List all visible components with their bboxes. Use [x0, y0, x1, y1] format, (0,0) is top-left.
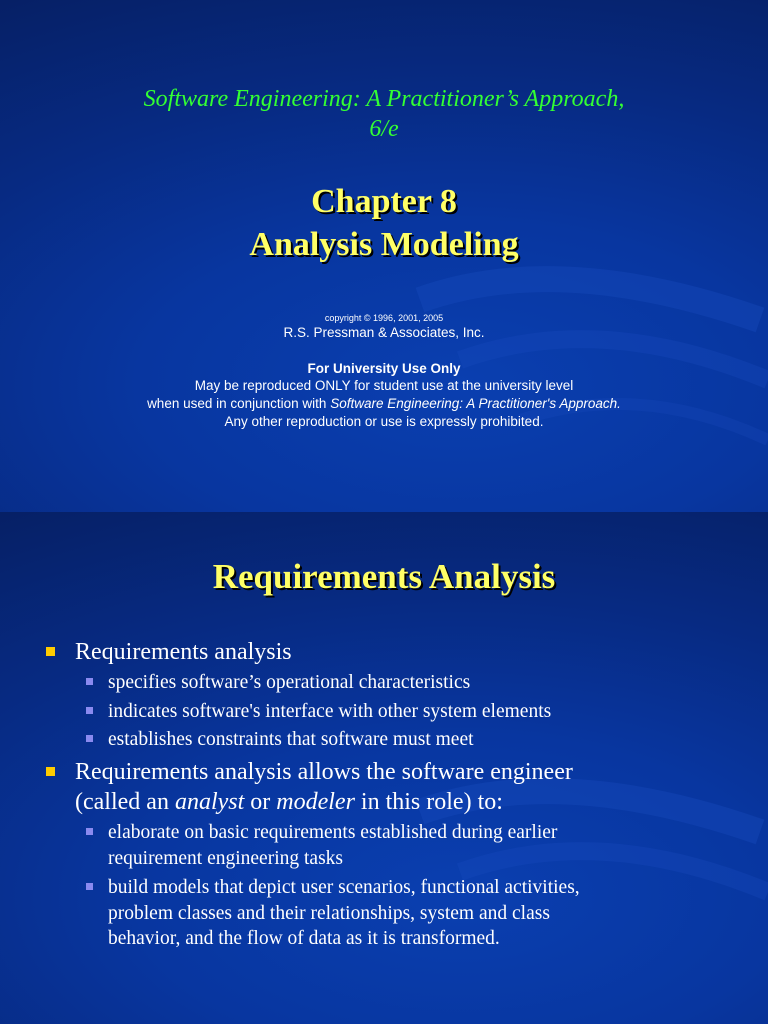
bullet-2-line-1: Requirements analysis allows the software engineer	[75, 759, 573, 785]
bullet-2-text-b: or	[244, 789, 277, 815]
sub-bullet-square-icon	[86, 735, 93, 742]
bullet-2-sub-1-line-1: elaborate on basic requirements established during earlier	[108, 822, 558, 843]
bullet-1: Requirements analysis	[75, 639, 292, 665]
sub-bullet-square-icon	[86, 678, 93, 685]
bullet-1-sub-3: establishes constraints that software must meet	[108, 729, 474, 750]
bullet-square-icon	[46, 767, 55, 776]
usage-heading: For University Use Only	[307, 361, 461, 376]
usage-line-2-book: Software Engineering: A Practitioner's Approach.	[330, 396, 621, 411]
bullet-square-icon	[46, 647, 55, 656]
bullet-1-sub-2: indicates software's interface with other system elements	[108, 701, 552, 722]
sub-bullet-square-icon	[86, 883, 93, 890]
bullet-2-sub-2-line-3: behavior, and the flow of data as it is transformed.	[108, 928, 500, 949]
sub-bullet-square-icon	[86, 828, 93, 835]
usage-line-3: Any other reproduction or use is expressly prohibited.	[224, 414, 544, 429]
bullet-2-line-2	[75, 788, 503, 817]
bullet-2-sub-2-line-2: problem classes and their relationships, system and class	[108, 903, 550, 924]
book-title-line-1: Software Engineering: A Practitioner’s Approach,	[143, 86, 625, 112]
bullet-2-text-c: in this role) to:	[354, 789, 503, 815]
chapter-title: Analysis Modeling	[249, 226, 519, 263]
bullet-2-text-a: (called an	[75, 789, 175, 815]
analyst-term: analyst	[174, 789, 245, 815]
company-name: R.S. Pressman & Associates, Inc.	[283, 325, 485, 340]
usage-line-1: May be reproduced ONLY for student use at the university level	[194, 378, 574, 393]
bullet-2-sub-2-line-1: build models that depict user scenarios, functional activities,	[108, 877, 580, 898]
sub-bullet-square-icon	[86, 707, 93, 714]
slide-title: Requirements Analysis	[212, 557, 556, 596]
book-title-line-2: 6/e	[369, 116, 399, 142]
bullet-1-sub-1: specifies software’s operational characteristics	[108, 672, 471, 693]
modeler-term: modeler	[276, 789, 355, 815]
chapter-number: Chapter 8	[311, 183, 457, 220]
copyright-line: copyright © 1996, 2001, 2005	[324, 313, 444, 323]
usage-line-2-prefix: when used in conjunction with	[147, 396, 331, 411]
bullet-2-sub-1-line-2: requirement engineering tasks	[108, 848, 343, 869]
